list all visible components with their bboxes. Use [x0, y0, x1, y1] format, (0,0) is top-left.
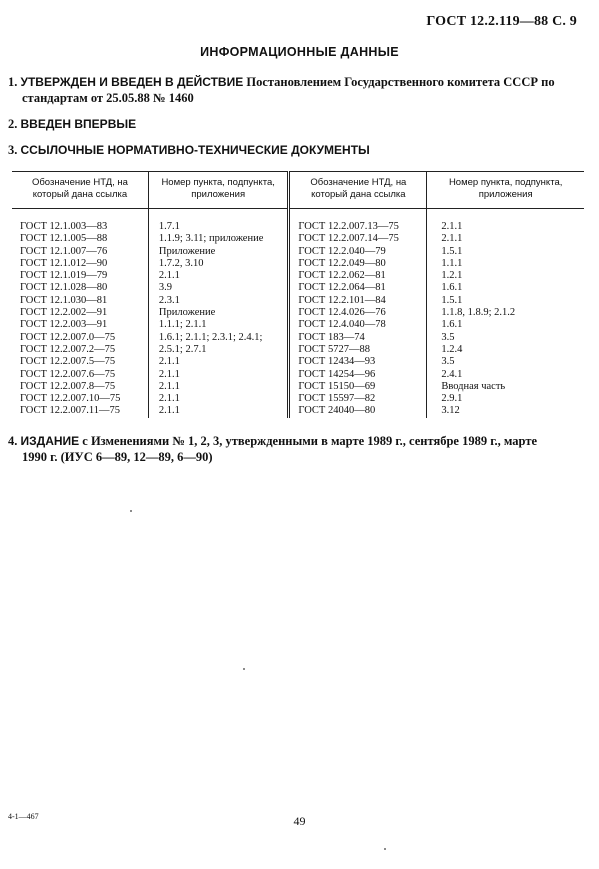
table-row	[12, 307, 584, 319]
table-row	[12, 319, 584, 331]
ref-document-cell: ГОСТ 12.2.040—79	[289, 246, 427, 258]
ref-document-cell: ГОСТ 12.2.007.13—75	[289, 209, 427, 234]
table-row	[12, 270, 584, 282]
table-row	[12, 246, 584, 258]
page-number: 49	[293, 814, 306, 828]
ref-clause-cell: Приложение	[148, 307, 289, 319]
table-row	[12, 233, 584, 245]
section-number: 1.	[8, 75, 18, 89]
ref-clause-cell: 1.6.1; 2.1.1; 2.3.1; 2.4.1;	[148, 332, 289, 344]
ref-document-cell: ГОСТ 15597—82	[289, 393, 427, 405]
ref-document-cell: ГОСТ 12.2.007.8—75	[12, 381, 148, 393]
ref-document-cell: ГОСТ 12.1.007—76	[12, 246, 148, 258]
references-table	[12, 171, 584, 418]
section-heading: ВВЕДЕН ВПЕРВЫЕ	[20, 117, 137, 131]
ref-clause-cell: Вводная часть	[441, 380, 506, 392]
table-header-row	[12, 172, 584, 209]
table-row	[12, 282, 584, 294]
document-title: ИНФОРМАЦИОННЫЕ ДАННЫЕ	[200, 45, 399, 59]
ref-document-cell: ГОСТ 5727—88	[289, 344, 427, 356]
ref-clause-cell: 2.3.1	[148, 295, 289, 307]
scan-speck	[130, 510, 132, 512]
table-row	[12, 209, 584, 234]
ref-clause-cell: 2.1.1	[148, 381, 289, 393]
ref-clause-cell: 2.1.1	[148, 356, 289, 368]
table-row	[12, 344, 584, 356]
ref-document-cell: ГОСТ 12.2.007.6—75	[12, 369, 148, 381]
table-row	[12, 295, 584, 307]
ref-clause-cell: 1.2.1	[441, 270, 463, 282]
ref-clause-cell: 3.5	[441, 356, 455, 368]
ref-document-cell: ГОСТ 12.2.049—80	[289, 258, 427, 270]
ref-document-cell: ГОСТ 12.1.003—83	[12, 209, 148, 234]
ref-clause-cell: 2.1.1	[148, 405, 289, 417]
scan-speck	[243, 668, 245, 670]
section-heading: УТВЕРЖДЕН И ВВЕДЕН В ДЕЙСТВИЕ	[20, 75, 244, 89]
ref-clause-cell: 3.9	[148, 282, 289, 294]
section-number: 3.	[8, 143, 18, 157]
ref-document-cell: ГОСТ 12.2.007.5—75	[12, 356, 148, 368]
column-header-document: Обозначение НТД, на который дана ссылка	[12, 172, 148, 209]
ref-document-cell: ГОСТ 12.1.005—88	[12, 233, 148, 245]
ref-document-cell: ГОСТ 12.1.030—81	[12, 295, 148, 307]
ref-document-cell: ГОСТ 12.2.062—81	[289, 270, 427, 282]
table-row	[12, 356, 584, 368]
section-number: 2.	[8, 117, 18, 131]
ref-clause-cell: 1.1.8, 1.8.9; 2.1.2	[441, 307, 516, 319]
ref-clause-cell: 2.9.1	[441, 393, 463, 405]
ref-document-cell: ГОСТ 15150—69	[289, 381, 427, 393]
section-approval	[8, 74, 584, 106]
ref-clause-cell: 2.1.1	[148, 369, 289, 381]
column-header-document: Обозначение НТД, на который дана ссылка	[289, 172, 427, 209]
ref-document-cell: ГОСТ 12.2.007.14—75	[289, 233, 427, 245]
ref-document-cell: ГОСТ 12.1.012—90	[12, 258, 148, 270]
ref-clause-cell: Приложение	[148, 246, 289, 258]
page-header: ГОСТ 12.2.119—88 С. 9	[426, 14, 577, 29]
print-code: 4-1—467	[8, 812, 39, 821]
ref-clause-cell: 2.5.1; 2.7.1	[148, 344, 289, 356]
scan-speck	[384, 848, 386, 850]
column-header-clause: Номер пункта, подпункта, приложения	[427, 172, 584, 209]
ref-clause-cell: 2.1.1	[441, 221, 463, 232]
ref-clause-cell: 1.5.1	[441, 294, 463, 306]
ref-clause-cell: 1.1.1; 2.1.1	[148, 319, 289, 331]
ref-clause-cell: 1.7.1	[148, 209, 289, 234]
table-body	[12, 209, 584, 418]
ref-clause-cell: 1.1.9; 3.11; приложение	[148, 233, 289, 245]
ref-document-cell: ГОСТ 12.2.007.11—75	[12, 405, 148, 417]
ref-document-cell: ГОСТ 12.2.002—91	[12, 307, 148, 319]
ref-clause-cell: 1.1.1	[441, 257, 463, 269]
ref-clause-cell: 2.1.1	[441, 233, 463, 245]
ref-document-cell: ГОСТ 12.2.003—91	[12, 319, 148, 331]
section-number: 4.	[8, 434, 18, 448]
ref-document-cell: ГОСТ 12.2.007.10—75	[12, 393, 148, 405]
column-header-clause: Номер пункта, подпункта, приложения	[148, 172, 289, 209]
ref-document-cell: ГОСТ 12.2.007.0—75	[12, 332, 148, 344]
section-heading: ССЫЛОЧНЫЕ НОРМАТИВНО-ТЕХНИЧЕСКИЕ ДОКУМЕНТЫ	[20, 143, 370, 157]
ref-clause-cell: 2.1.1	[148, 393, 289, 405]
ref-document-cell: ГОСТ 12.2.101—84	[289, 295, 427, 307]
ref-clause-cell: 1.6.1	[441, 319, 463, 331]
table-row	[12, 332, 584, 344]
ref-clause-cell: 2.4.1	[441, 368, 463, 380]
ref-clause-cell: 1.6.1	[441, 282, 463, 294]
ref-clause-cell: 1.2.4	[441, 343, 463, 355]
section-text-continued: стандартам от 25.05.88 № 1460	[22, 91, 194, 105]
ref-document-cell: ГОСТ 12434—93	[289, 356, 427, 368]
ref-clause-cell: 3.5	[441, 331, 455, 343]
ref-document-cell: ГОСТ 12.1.028—80	[12, 282, 148, 294]
table-row	[12, 393, 584, 405]
ref-clause-cell: 1.7.2, 3.10	[148, 258, 289, 270]
section-text: с Изменениями № 1, 2, 3, утвержденными в марте 1989 г., сентябре 1989 г., марте	[82, 434, 538, 448]
table-row	[12, 405, 584, 417]
ref-document-cell: ГОСТ 12.4.040—78	[289, 319, 427, 331]
table-row	[12, 381, 584, 393]
section-references	[8, 142, 584, 158]
ref-document-cell: ГОСТ 12.2.007.2—75	[12, 344, 148, 356]
ref-clause-cell: 1.5.1	[441, 245, 463, 257]
ref-clause-cell: 2.1.1	[148, 270, 289, 282]
section-text-continued: 1990 г. (ИУС 6—89, 12—89, 6—90)	[22, 450, 213, 464]
ref-document-cell: ГОСТ 12.4.026—76	[289, 307, 427, 319]
ref-document-cell: ГОСТ 24040—80	[289, 405, 427, 417]
section-heading: ИЗДАНИЕ	[20, 434, 80, 448]
ref-clause-cell: 3.12	[441, 405, 460, 417]
section-first-introduced	[8, 116, 584, 132]
section-text: Постановлением Государственного комитета СССР по	[246, 75, 555, 89]
table-row	[12, 369, 584, 381]
section-edition	[8, 433, 584, 465]
table-row	[12, 258, 584, 270]
ref-document-cell: ГОСТ 183—74	[289, 332, 427, 344]
ref-document-cell: ГОСТ 12.2.064—81	[289, 282, 427, 294]
ref-document-cell: ГОСТ 14254—96	[289, 369, 427, 381]
ref-document-cell: ГОСТ 12.1.019—79	[12, 270, 148, 282]
